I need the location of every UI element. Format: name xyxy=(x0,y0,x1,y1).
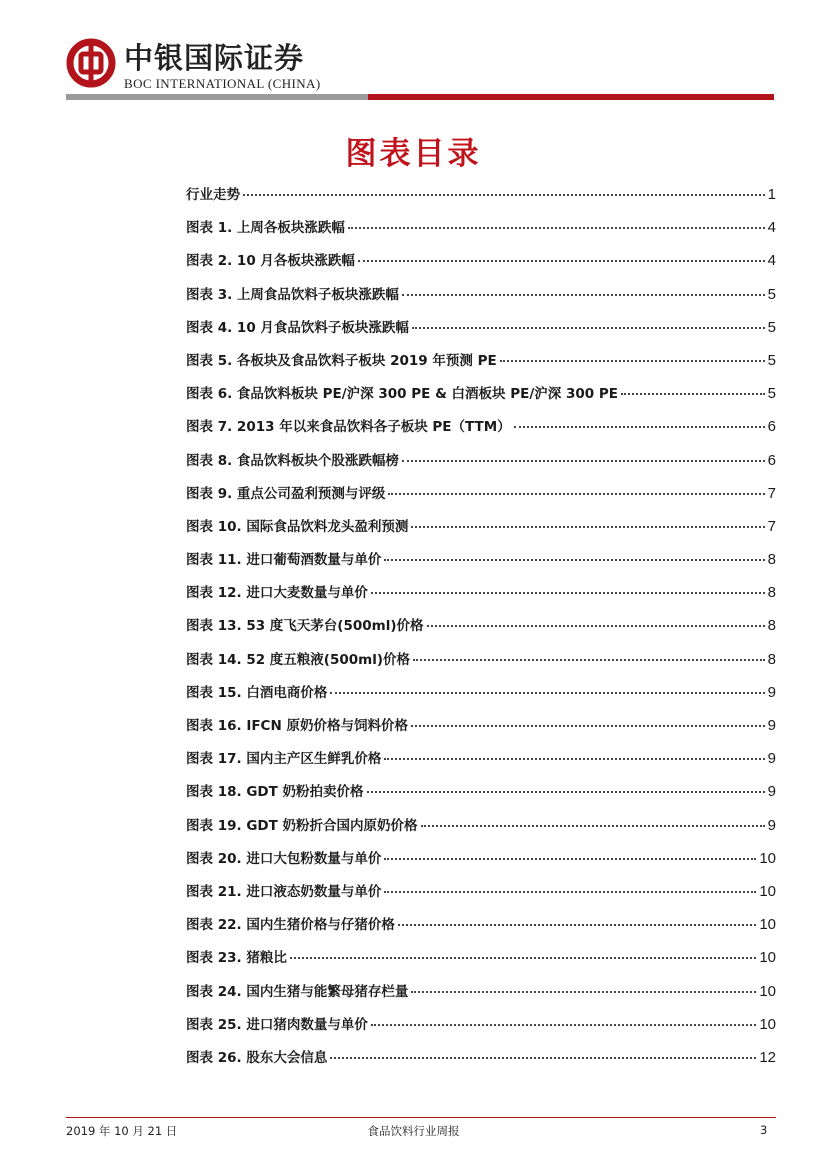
toc-entry-label: 图表 8. 食品饮料板块个股涨跌幅榜 xyxy=(186,452,399,469)
toc-entry-page: 4 xyxy=(767,252,776,270)
toc-entry-page: 9 xyxy=(767,750,776,768)
toc-entry-label: 图表 7. 2013 年以来食品饮料各子板块 PE（TTM） xyxy=(186,419,511,436)
toc-entry[interactable] xyxy=(186,1012,776,1045)
toc-entry-label: 行业走势 xyxy=(186,187,240,203)
toc-leader-dots xyxy=(514,426,765,428)
toc-entry[interactable] xyxy=(186,448,776,481)
toc-leader-dots xyxy=(384,891,756,893)
toc-entry[interactable] xyxy=(186,713,776,746)
toc-entry[interactable] xyxy=(186,647,776,680)
toc-entry-page: 8 xyxy=(767,584,776,602)
toc-entry[interactable] xyxy=(186,912,776,945)
toc-entry-label: 图表 2. 10 月各板块涨跌幅 xyxy=(186,253,355,270)
header-divider-red xyxy=(368,94,774,100)
toc-entry[interactable] xyxy=(186,945,776,978)
toc-leader-dots xyxy=(330,1057,756,1059)
toc-entry-label: 图表 12. 进口大麦数量与单价 xyxy=(186,585,368,602)
toc-leader-dots xyxy=(421,825,765,827)
toc-entry[interactable] xyxy=(186,580,776,613)
toc-leader-dots xyxy=(243,194,765,196)
toc-leader-dots xyxy=(384,758,764,760)
toc-entry-page: 9 xyxy=(767,717,776,734)
footer-report-name: 食品饮料行业周报 xyxy=(367,1124,460,1138)
toc-entry-page: 10 xyxy=(759,1015,776,1033)
toc-entry-page: 8 xyxy=(767,617,776,635)
toc-entry[interactable] xyxy=(186,215,776,248)
toc-leader-dots xyxy=(402,460,765,462)
table-of-figures xyxy=(186,182,776,1078)
footer-divider xyxy=(66,1117,776,1118)
toc-entry[interactable] xyxy=(186,282,776,315)
toc-leader-dots xyxy=(290,957,756,959)
toc-entry-label: 图表 26. 股东大会信息 xyxy=(186,1049,328,1066)
toc-entry[interactable] xyxy=(186,613,776,646)
footer-page-number: 3 xyxy=(760,1123,768,1137)
toc-entry-label: 图表 1. 上周各板块涨跌幅 xyxy=(186,220,345,237)
toc-entry-label: 图表 22. 国内生猪价格与仔猪价格 xyxy=(186,917,395,934)
toc-entry-label: 图表 10. 国际食品饮料龙头盈利预测 xyxy=(186,518,409,535)
toc-leader-dots xyxy=(500,360,765,362)
toc-leader-dots xyxy=(388,493,764,495)
toc-leader-dots xyxy=(371,592,765,594)
toc-leader-dots xyxy=(412,327,765,329)
toc-entry-page: 6 xyxy=(767,418,776,436)
toc-leader-dots xyxy=(330,692,764,694)
toc-entry-page: 9 xyxy=(767,783,776,801)
brand-name-en: BOC INTERNATIONAL (CHINA) xyxy=(124,76,321,91)
toc-entry-page: 1 xyxy=(767,186,776,203)
toc-entry-page: 10 xyxy=(759,949,776,967)
toc-leader-dots xyxy=(427,625,765,627)
toc-entry-label: 图表 15. 白酒电商价格 xyxy=(186,684,328,701)
toc-entry[interactable] xyxy=(186,381,776,414)
toc-leader-dots xyxy=(411,991,756,993)
toc-entry[interactable] xyxy=(186,414,776,447)
toc-entry-label: 图表 25. 进口猪肉数量与单价 xyxy=(186,1016,368,1033)
toc-entry[interactable] xyxy=(186,1045,776,1078)
toc-entry-label: 图表 20. 进口大包粉数量与单价 xyxy=(186,850,382,867)
toc-entry-page: 5 xyxy=(767,318,776,336)
toc-leader-dots xyxy=(348,227,765,229)
toc-entry-label: 图表 17. 国内主产区生鲜乳价格 xyxy=(186,751,382,768)
toc-entry-page: 12 xyxy=(759,1048,776,1066)
toc-entry-page: 5 xyxy=(767,351,776,369)
toc-entry-label: 图表 19. GDT 奶粉折合国内原奶价格 xyxy=(186,817,418,834)
toc-leader-dots xyxy=(358,260,765,262)
toc-entry[interactable] xyxy=(186,746,776,779)
toc-entry-label: 图表 6. 食品饮料板块 PE/沪深 300 PE & 白酒板块 PE/沪深 300 PE xyxy=(186,386,618,403)
toc-entry-page: 7 xyxy=(767,484,776,502)
toc-entry-page: 6 xyxy=(767,451,776,469)
toc-entry-page: 10 xyxy=(759,982,776,1000)
toc-leader-dots xyxy=(384,559,764,561)
toc-entry[interactable] xyxy=(186,348,776,381)
toc-leader-dots xyxy=(413,659,765,661)
toc-leader-dots xyxy=(371,1024,756,1026)
toc-entry-page: 10 xyxy=(759,849,776,867)
toc-entry[interactable] xyxy=(186,846,776,879)
toc-entry[interactable] xyxy=(186,680,776,713)
toc-leader-dots xyxy=(621,393,765,395)
toc-entry[interactable] xyxy=(186,315,776,348)
toc-entry-page: 8 xyxy=(767,551,776,569)
toc-leader-dots xyxy=(384,858,756,860)
page-title: 图表目录 xyxy=(345,136,482,172)
toc-entry[interactable] xyxy=(186,547,776,580)
toc-entry-page: 7 xyxy=(767,517,776,535)
toc-leader-dots xyxy=(398,924,756,926)
toc-leader-dots xyxy=(367,791,765,793)
toc-entry-label: 图表 11. 进口葡萄酒数量与单价 xyxy=(186,552,382,569)
toc-leader-dots xyxy=(402,294,765,296)
toc-entry-label: 图表 23. 猪粮比 xyxy=(186,950,287,967)
toc-entry[interactable] xyxy=(186,248,776,281)
toc-entry-page: 10 xyxy=(759,916,776,934)
toc-entry[interactable] xyxy=(186,182,776,215)
toc-leader-dots xyxy=(411,526,764,528)
toc-entry-page: 9 xyxy=(767,816,776,834)
toc-entry-label: 图表 18. GDT 奶粉拍卖价格 xyxy=(186,784,364,801)
toc-entry-page: 8 xyxy=(767,650,776,668)
toc-entry-page: 5 xyxy=(767,285,776,303)
toc-entry-page: 10 xyxy=(759,882,776,900)
brand-name-cn: 中银国际证券 xyxy=(124,41,305,75)
toc-entry[interactable] xyxy=(186,813,776,846)
toc-entry-label: 图表 24. 国内生猪与能繁母猪存栏量 xyxy=(186,983,409,1000)
header-divider-grey xyxy=(66,94,368,100)
toc-entry[interactable] xyxy=(186,879,776,912)
boc-logo-icon xyxy=(66,38,116,88)
toc-entry-page: 5 xyxy=(767,385,776,403)
toc-entry-label: 图表 13. 53 度飞天茅台(500ml)价格 xyxy=(186,618,424,635)
toc-leader-dots xyxy=(411,725,765,727)
toc-entry-label: 图表 21. 进口液态奶数量与单价 xyxy=(186,883,382,900)
toc-entry-label: 图表 9. 重点公司盈利预测与评级 xyxy=(186,485,386,502)
toc-entry-label: 图表 16. IFCN 原奶价格与饲料价格 xyxy=(186,718,408,734)
toc-entry-label: 图表 4. 10 月食品饮料子板块涨跌幅 xyxy=(186,319,409,336)
toc-entry[interactable] xyxy=(186,481,776,514)
toc-entry-label: 图表 14. 52 度五粮液(500ml)价格 xyxy=(186,651,411,668)
toc-entry-label: 图表 3. 上周食品饮料子板块涨跌幅 xyxy=(186,286,399,303)
toc-entry[interactable] xyxy=(186,514,776,547)
toc-entry-page: 9 xyxy=(767,683,776,701)
toc-entry[interactable] xyxy=(186,979,776,1012)
toc-entry-label: 图表 5. 各板块及食品饮料子板块 2019 年预测 PE xyxy=(186,352,497,369)
toc-entry-page: 4 xyxy=(767,219,776,237)
footer-date: 2019 年 10 月 21 日 xyxy=(66,1124,178,1138)
toc-entry[interactable] xyxy=(186,779,776,812)
